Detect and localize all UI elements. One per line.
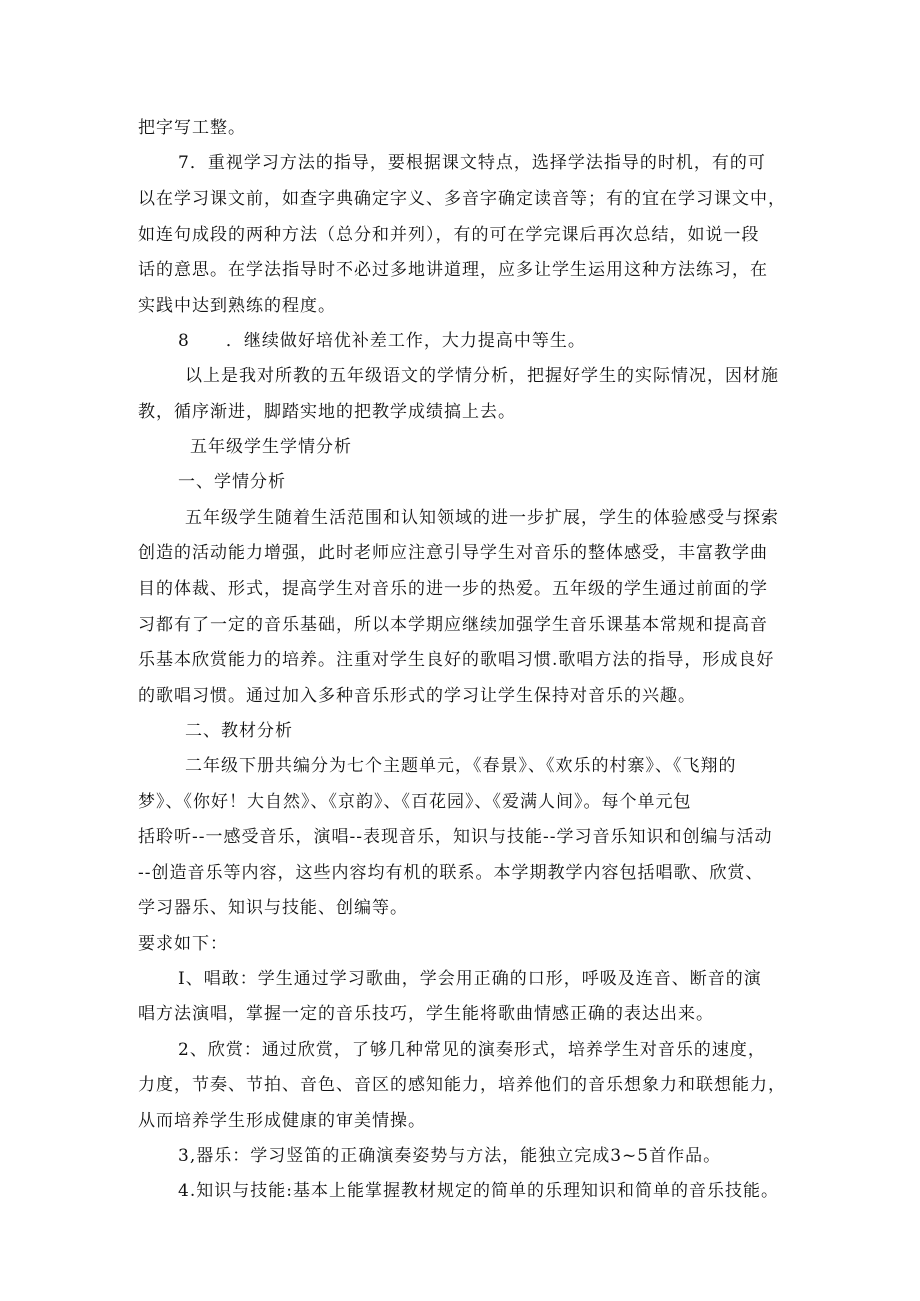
list-item-2-line: 2、欣赏：通过欣赏，了够几种常见的演奏形式，培养学生对音乐的速度， (178, 1040, 766, 1060)
paragraph-line: 实践中达到熟练的程度。 (138, 296, 336, 316)
list-item-4-line: 4.知识与技能:基本上能掌握教材规定的简单的乐理知识和简单的音乐技能。 (178, 1181, 779, 1201)
paragraph-line: 要求如下： (138, 934, 228, 954)
section-heading: 一、学情分析 (178, 472, 286, 492)
paragraph-line: 二年级下册共编分为七个主题单元，《春景》、《欢乐的村寨》、《飞翔的 (185, 756, 737, 776)
paragraph-line: 创造的活动能力增强，此时老师应注意引导学生对音乐的整体感受，丰富教学曲 (138, 543, 768, 563)
paragraph-line: 唱方法演唱，掌握一定的音乐技巧，学生能将歌曲情感正确的表达出来。 (138, 1004, 714, 1024)
paragraph-line: --创造音乐等内容，这些内容均有机的联系。本学期教学内容包括唱歌、欣赏、 (138, 863, 764, 883)
paragraph-line: 把字写工整。 (138, 118, 246, 138)
paragraph-line: 乐基本欣赏能力的培养。注重对学生良好的歌唱习惯.歌唱方法的指导，形成良好 (138, 650, 775, 670)
list-item-3-line: 3,器乐：学习竖笛的正确演奏姿势与方法，能独立完成3~5首作品。 (178, 1146, 722, 1166)
section-heading: 二、教材分析 (185, 721, 293, 741)
paragraph-line: 学习器乐、知识与技能、创编等。 (138, 898, 408, 918)
paragraph-line: 7．重视学习方法的指导，要根据课文特点，选择学法指导的时机，有的可 (178, 153, 766, 173)
paragraph-line: 五年级学生随着生活范围和认知领域的进一步扩展，学生的体验感受与探索 (185, 508, 779, 528)
paragraph-line: 力度，节奏、节拍、音色、音区的感知能力，培养他们的音乐想象力和联想能力， (138, 1075, 786, 1095)
section-title: 五年级学生学情分析 (190, 437, 352, 457)
paragraph-line: 教，循序渐进，脚踏实地的把教学成绩搞上去。 (138, 402, 516, 422)
paragraph-line: 梦》、《你好！大自然》、《京韵》、《百花园》、《爱满人间》。每个单元包 (138, 792, 692, 812)
paragraph-line: 从而培养学生形成健康的审美情操。 (138, 1111, 426, 1131)
paragraph-line: 如连句成段的两种方法（总分和并列），有的可在学完课后再次总结，如说一段 (138, 225, 760, 245)
paragraph-line: 以上是我对所教的五年级语文的学情分析，把握好学生的实际情况，因材施 (185, 366, 779, 386)
list-item-1-line: I、唱敢：学生通过学习歌曲，学会用正确的口形，呼吸及连音、断音的演 (178, 969, 762, 989)
paragraph-line: 习都有了一定的音乐基础，所以本学期应继续加强学生音乐课基本常规和提高音 (138, 615, 768, 635)
paragraph-line: 话的意思。在学法指导时不必过多地讲道理，应多让学生运用这种方法练习，在 (138, 260, 768, 280)
paragraph-line: 8 ．继续做好培优补差工作，大力提高中等生。 (178, 331, 586, 351)
paragraph-line: 的歌唱习惯。通过加入多种音乐形式的学习让学生保持对音乐的兴趣。 (138, 686, 696, 706)
paragraph-line: 括聆听--一感受音乐，演唱--表现音乐，知识与技能--学习音乐知识和创编与活动 (138, 827, 773, 847)
paragraph-line: 以在学习课文前，如查字典确定字义、多音字确定读音等；有的宜在学习课文中， (138, 189, 786, 209)
paragraph-line: 目的体裁、形式，提高学生对音乐的进一步的热爱。五年级的学生通过前面的学 (138, 579, 768, 599)
